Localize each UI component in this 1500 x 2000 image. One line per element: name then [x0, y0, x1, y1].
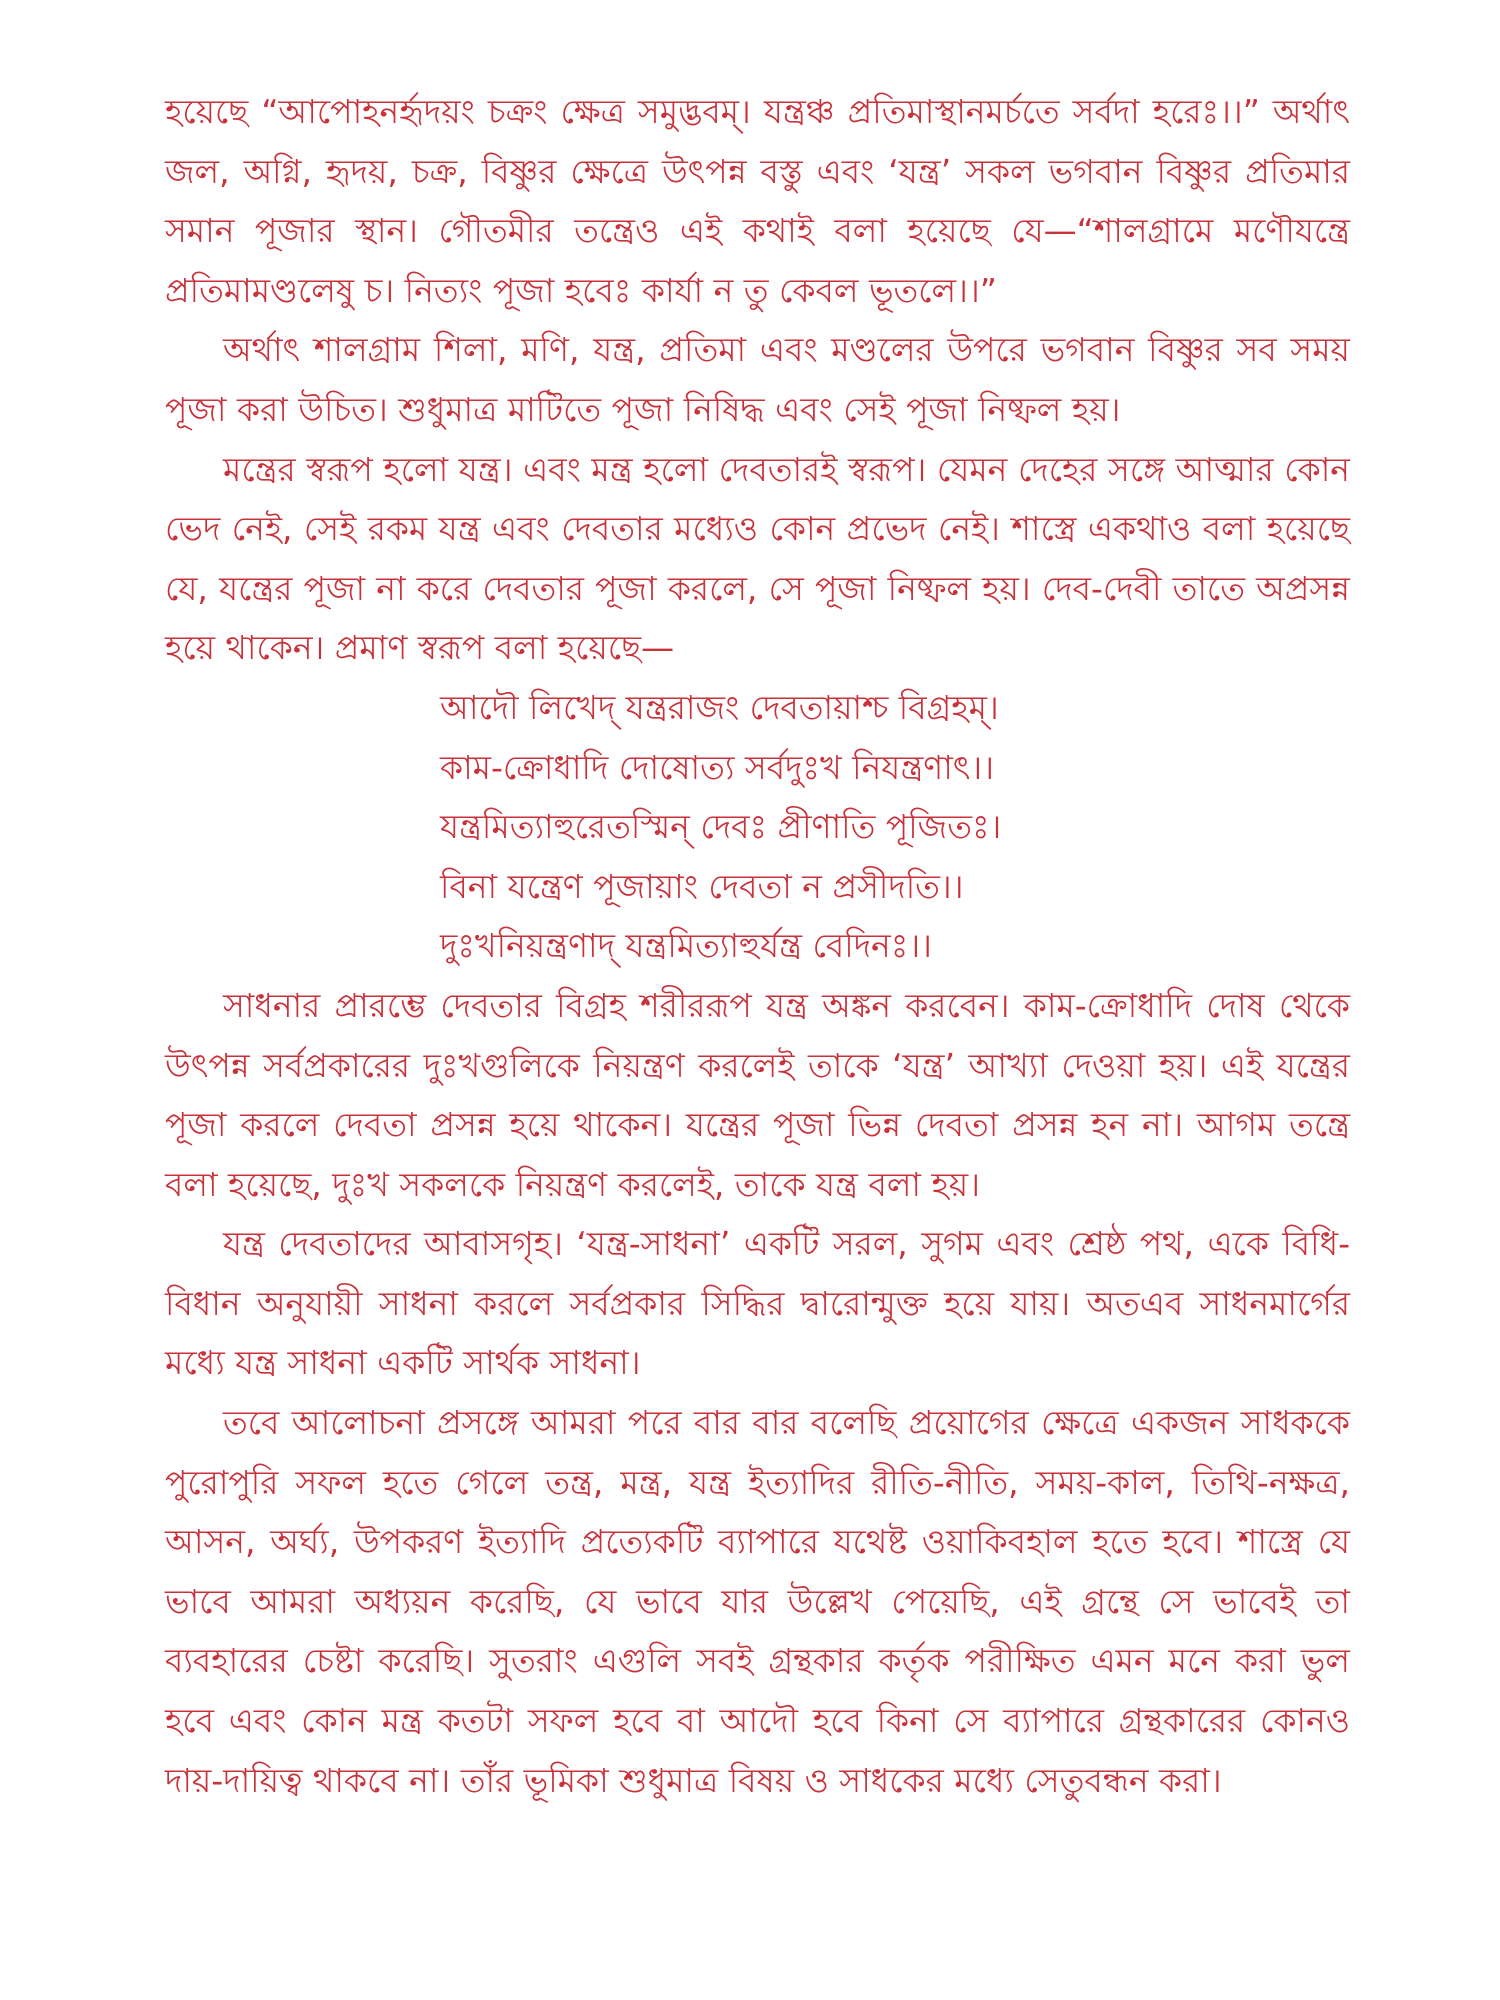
- verse-line-3: যন্ত্রমিত্যাহুরেতস্মিন্ দেবঃ প্রীণাতি পূজিতঃ।: [440, 807, 1002, 847]
- paragraph-1: হয়েছে “আপোহনর্হৃদয়ং চক্রং ক্ষেত্র সমুদ্ভবম্। যন্ত্রঞ্চ প্রতিমাস্থানমর্চতে সর্বদা হরেঃ।।” অর্থাৎ জল, অগ্নি, হৃদয়, চক্র, বিষ্ণুর ক্ষেত্রে উৎপন্ন বস্তু এবং ‘যন্ত্র’ সকল ভগবান বিষ্ণুর প্রতিমার সমান পূজার স্থান। গৌতমীর তন্ত্রেও এই কথাই বলা হয়েছে যে—“শালগ্রামে মণৌযন্ত্রে প্রতিমামণ্ডলেষু চ। নিত্যং পূজা হবেঃ কার্যা ন তু কেবল ভূতলে।।”: [165, 92, 1350, 310]
- sanskrit-verse-block: [165, 678, 1350, 976]
- verse-line-2: কাম-ক্রোধাদি দোষোত্য সর্বদুঃখ নিযন্ত্রণাৎ।।: [440, 747, 994, 787]
- verse-line-5: দুঃখনিয়ন্ত্রণাদ্ যন্ত্রমিত্যাহুর্যন্ত্র বেদিনঃ।।: [440, 926, 932, 966]
- verse-line-4: বিনা যন্ত্রেণ পূজায়াং দেবতা ন প্রসীদতি।।: [440, 866, 964, 906]
- paragraph-4: সাধনার প্রারম্ভে দেবতার বিগ্রহ শরীররূপ যন্ত্র অঙ্কন করবেন। কাম-ক্রোধাদি দোষ থেকে উৎপন্ন সর্বপ্রকারের দুঃখগুলিকে নিয়ন্ত্রণ করলেই তাকে ‘যন্ত্র’ আখ্যা দেওয়া হয়। এই যন্ত্রের পূজা করলে দেবতা প্রসন্ন হয়ে থাকেন। যন্ত্রের পূজা ভিন্ন দেবতা প্রসন্ন হন না। আগম তন্ত্রে বলা হয়েছে, দুঃখ সকলকে নিয়ন্ত্রণ করলেই, তাকে যন্ত্র বলা হয়।: [165, 985, 1350, 1204]
- paragraph-5: যন্ত্র দেবতাদের আবাসগৃহ। ‘যন্ত্র-সাধনা’ একটি সরল, সুগম এবং শ্রেষ্ঠ পথ, একে বিধি-বিধান অনুযায়ী সাধনা করলে সর্বপ্রকার সিদ্ধির দ্বারোন্মুক্ত হয়ে যায়। অতএব সাধনমার্গের মধ্যে যন্ত্র সাধনা একটি সার্থক সাধনা।: [165, 1224, 1350, 1383]
- page-body: [165, 82, 1350, 1810]
- verse-line-1: আদৌ লিখেদ্ যন্ত্ররাজং দেবতায়াশ্চ বিগ্রহম্।: [440, 687, 999, 727]
- paragraph-6: তবে আলোচনা প্রসঙ্গে আমরা পরে বার বার বলেছি প্রয়োগের ক্ষেত্রে একজন সাধককে পুরোপুরি সফল হতে গেলে তন্ত্র, মন্ত্র, যন্ত্র ইত্যাদির রীতি-নীতি, সময়-কাল, তিথি-নক্ষত্র, আসন, অর্ঘ্য, উপকরণ ইত্যাদি প্রত্যেকটি ব্যাপারে যথেষ্ট ওয়াকিবহাল হতে হবে। শাস্ত্রে যে ভাবে আমরা অধ্যয়ন করেছি, যে ভাবে যার উল্লেখ পেয়েছি, এই গ্রন্থে সে ভাবেই তা ব্যবহারের চেষ্টা করেছি। সুতরাং এগুলি সবই গ্রন্থকার কর্তৃক পরীক্ষিত এমন মনে করা ভুল হবে এবং কোন মন্ত্র কতটা সফল হবে বা আদৌ হবে কিনা সে ব্যাপারে গ্রন্থকারের কোনও দায়-দায়িত্ব থাকবে না। তাঁর ভূমিকা শুধুমাত্র বিষয় ও সাধকের মধ্যে সেতুবন্ধন করা।: [165, 1403, 1350, 1800]
- paragraph-2: অর্থাৎ শালগ্রাম শিলা, মণি, যন্ত্র, প্রতিমা এবং মণ্ডলের উপরে ভগবান বিষ্ণুর সব সময় পূজা করা উচিত। শুধুমাত্র মাটিতে পূজা নিষিদ্ধ এবং সেই পূজা নিষ্ফল হয়।: [165, 330, 1350, 429]
- paragraph-3: মন্ত্রের স্বরূপ হলো যন্ত্র। এবং মন্ত্র হলো দেবতারই স্বরূপ। যেমন দেহের সঙ্গে আত্মার কোন ভেদ নেই, সেই রকম যন্ত্র এবং দেবতার মধ্যেও কোন প্রভেদ নেই। শাস্ত্রে একথাও বলা হয়েছে যে, যন্ত্রের পূজা না করে দেবতার পূজা করলে, সে পূজা নিষ্ফল হয়। দেব-দেবী তাতে অপ্রসন্ন হয়ে থাকেন। প্রমাণ স্বরূপ বলা হয়েছে—: [165, 449, 1350, 668]
